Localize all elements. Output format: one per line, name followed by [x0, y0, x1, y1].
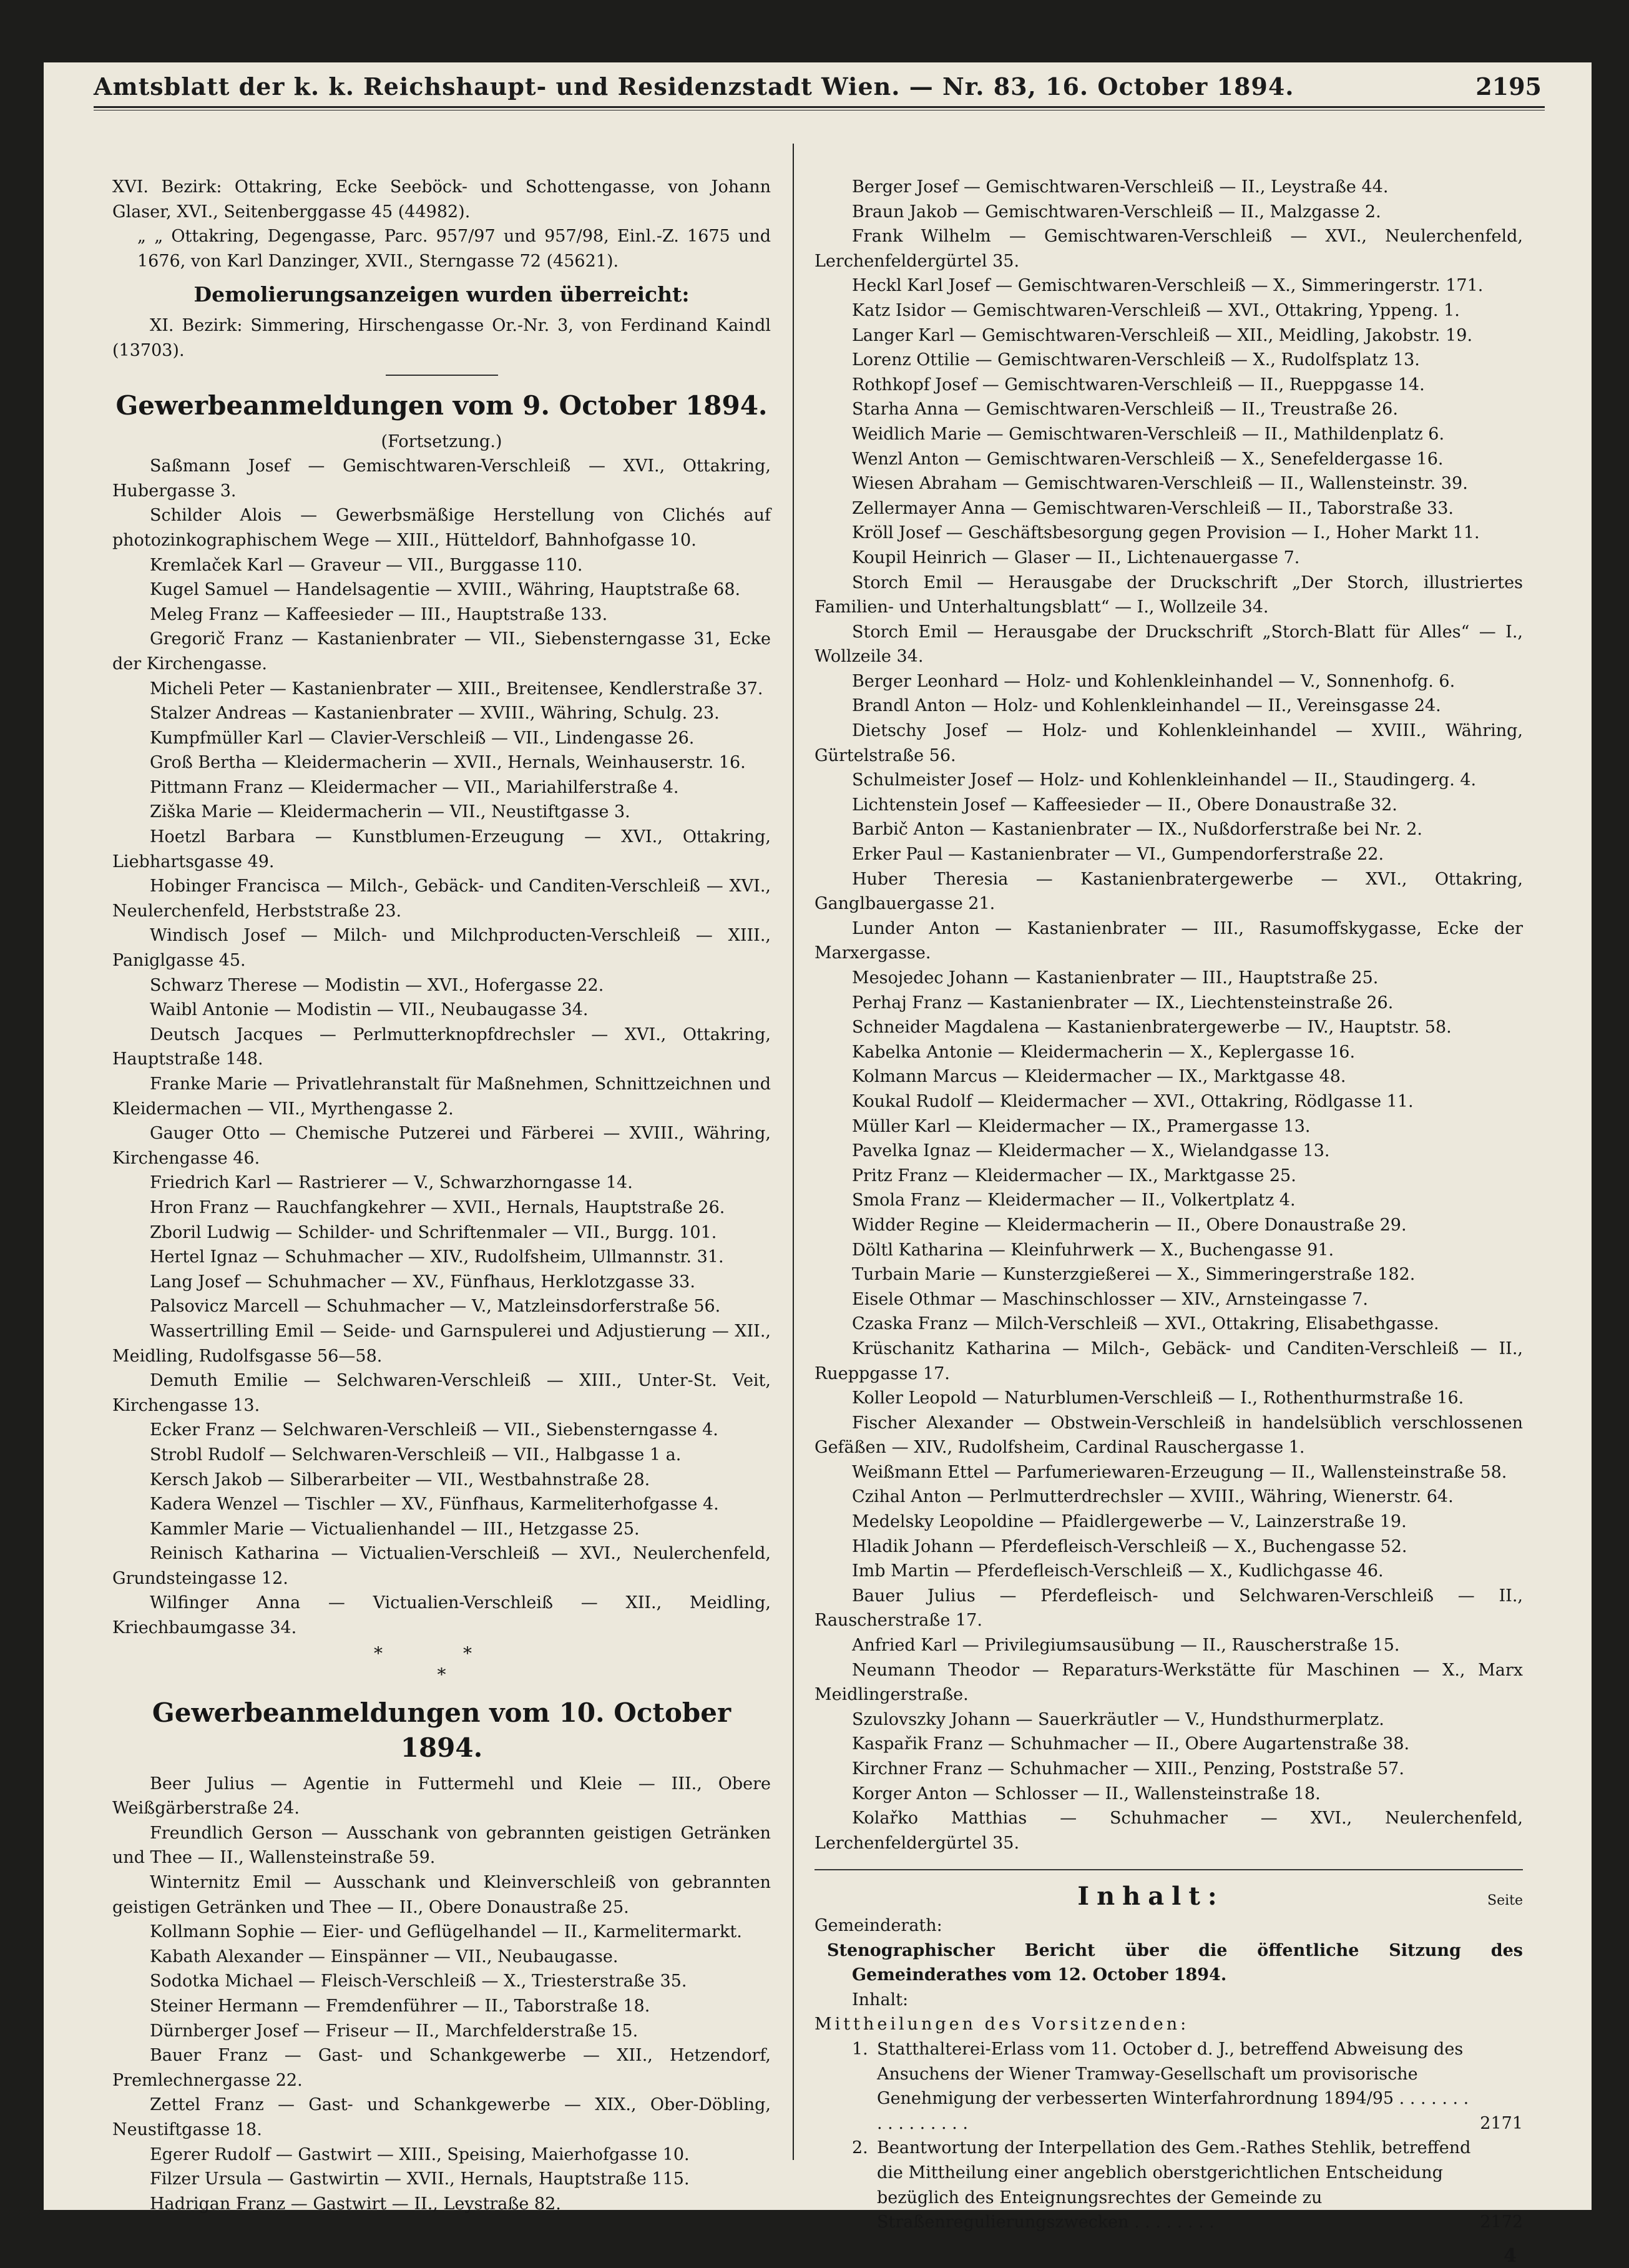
registration-entry: Zboril Ludwig — Schilder- und Schriftenmaler — VII., Burgg. 101. — [150, 1222, 717, 1242]
registration-entry: Koller Leopold — Naturblumen-Verschleiß — I., Rothenthurmstraße 16. — [852, 1388, 1464, 1408]
registration-entry: Bauer Franz — Gast- und Schankgewerbe — XII., Hetzendorf, Premlechnergasse 22. — [112, 2046, 771, 2090]
toc-council: Gemeinderath: — [814, 1915, 942, 1935]
registration-entry: Kabath Alexander — Einspänner — VII., Neubaugasse. — [150, 1946, 619, 1966]
separator-stars: * * — [374, 1642, 509, 1664]
registration-entry: Lunder Anton — Kastanienbrater — III., Rasumoffskygasse, Ecke der Marxergasse. — [814, 918, 1523, 963]
registration-entry: Storch Emil — Herausgabe der Druckschrift „Storch-Blatt für Alles“ — I., Wollzeile 34. — [814, 622, 1523, 667]
registration-entry: Lichtenstein Josef — Kaffeesieder — II., Obere Donaustraße 32. — [852, 795, 1397, 815]
column-divider — [793, 144, 794, 2160]
registration-entry: Pittmann Franz — Kleidermacher — VII., Mariahilferstraße 4. — [150, 777, 679, 797]
registration-entry: Rothkopf Josef — Gemischtwaren-Verschleiß — II., Rueppgasse 14. — [852, 375, 1425, 395]
registration-entry: Kremlaček Karl — Graveur — VII., Burggasse 110. — [150, 555, 583, 575]
toc-divider — [814, 1869, 1523, 1870]
toc-item-text: Beantwortung der Interpellation des Gem.-Rathes Stehlik, betreffend die Mittheilung einer angeblich oberstgerichtlichen Entscheidung bezüglich des Enteignungsrechtes der Gemeinde zu Straßenregulierungszwecken . . . . . . . . — [877, 2138, 1471, 2232]
registration-entry: Deutsch Jacques — Perlmutterknopfdrechsler — XVI., Ottakring, Hauptstraße 148. — [112, 1024, 771, 1069]
registration-entry: Czihal Anton — Perlmutterdrechsler — XVIII., Währing, Wienerstr. 64. — [852, 1487, 1454, 1507]
registration-entry: Beer Julius — Agentie in Futtermehl und Kleie — III., Obere Weißgärberstraße 24. — [112, 1774, 771, 1819]
registration-entry: Kolmann Marcus — Kleidermacher — IX., Marktgasse 48. — [852, 1067, 1346, 1087]
toc-item-text: Statthalterei-Erlass vom 11. October d. J., betreffend Abweisung des Ansuchens der Wiener Tramway-Gesellschaft um provisorische Genehmigung der verbesserten Winterfahrordnung 1894/95 . . . . . . . . . . . . . . . . — [877, 2039, 1469, 2133]
registration-entry: Huber Theresia — Kastanienbratergewerbe — XVI., Ottakring, Ganglbauergasse 21. — [814, 869, 1523, 914]
registration-entry: Kollmann Sophie — Eier- und Geflügelhandel — II., Karmelitermarkt. — [150, 1922, 742, 1942]
registration-entry: Mesojedec Johann — Kastanienbrater — III., Hauptstraße 25. — [852, 968, 1379, 988]
registration-entry: Langer Karl — Gemischtwaren-Verschleiß — XII., Meidling, Jakobstr. 19. — [852, 325, 1473, 345]
toc-item-number: 1. — [852, 2039, 868, 2059]
registration-entry: Strobl Rudolf — Selchwaren-Verschleiß — VII., Halbgasse 1 a. — [150, 1445, 682, 1465]
registration-entry: Kammler Marie — Victualienhandel — III., Hetzgasse 25. — [150, 1519, 640, 1539]
registration-entry: Waibl Antonie — Modistin — VII., Neubaugasse 34. — [150, 1000, 589, 1020]
registration-entry: Gregorič Franz — Kastanienbrater — VII., Siebensterngasse 31, Ecke der Kirchengasse. — [112, 629, 771, 674]
registration-entry: Schulmeister Josef — Holz- und Kohlenkleinhandel — II., Staudingerg. 4. — [852, 770, 1477, 790]
registration-entry: Schilder Alois — Gewerbsmäßige Herstellung von Clichés auf photozinkographischem Wege — XIII., Hütteldorf, Bahnhofgasse 10. — [112, 506, 771, 550]
registration-entry: Widder Regine — Kleidermacherin — II., Obere Donaustraße 29. — [852, 1215, 1407, 1235]
toc-report: Stenographischer Bericht über die öffentliche Sitzung des Gemeinderathes vom 12. October 1894. — [827, 1940, 1523, 1985]
toc-item-page: 2172 — [1480, 2212, 1523, 2232]
registration-entry: Kersch Jakob — Silberarbeiter — VII., Westbahnstraße 28. — [150, 1470, 650, 1490]
toc-item-page: 2171 — [1480, 2113, 1523, 2133]
registration-entry: Müller Karl — Kleidermacher — IX., Pramergasse 13. — [852, 1116, 1311, 1136]
registration-entry: Filzer Ursula — Gastwirtin — XVII., Hernals, Hauptstraße 115. — [150, 2169, 690, 2189]
registration-entry: Perhaj Franz — Kastanienbrater — IX., Liechtensteinstraße 26. — [852, 993, 1394, 1013]
registration-entry: Hladik Johann — Pferdefleisch-Verschleiß — X., Buchengasse 52. — [852, 1536, 1407, 1556]
registration-entry: Döltl Katharina — Kleinfuhrwerk — X., Buchengasse 91. — [852, 1240, 1334, 1260]
registration-entry: Smola Franz — Kleidermacher — II., Volkertplatz 4. — [852, 1190, 1296, 1210]
registration-entry: Pritz Franz — Kleidermacher — IX., Marktgasse 25. — [852, 1166, 1296, 1186]
right-column — [814, 175, 1523, 2268]
registration-entry: Micheli Peter — Kastanienbrater — XIII., Breitensee, Kendlerstraße 37. — [150, 679, 763, 699]
page-header — [94, 67, 1542, 105]
registration-entry: Heckl Karl Josef — Gemischtwaren-Verschleiß — X., Simmeringerstr. 171. — [852, 276, 1484, 296]
registration-entry: Kumpfmüller Karl — Clavier-Verschleiß — VII., Lindengasse 26. — [150, 728, 695, 748]
registration-entry: Franke Marie — Privatlehranstalt für Maßnehmen, Schnittzeichnen und Kleidermachen — VII., Myrthengasse 2. — [112, 1074, 771, 1119]
registration-entry: Bauer Julius — Pferdefleisch- und Selchwaren-Verschleiß — II., Rauscherstraße 17. — [814, 1586, 1523, 1631]
registration-entry: Brandl Anton — Holz- und Kohlenkleinhandel — II., Vereinsgasse 24. — [852, 696, 1441, 716]
registration-entry: Schwarz Therese — Modistin — XVI., Hofergasse 22. — [150, 975, 604, 995]
registration-entry: Kabelka Antonie — Kleidermacherin — X., Keplergasse 16. — [852, 1042, 1356, 1062]
registration-entry: Katz Isidor — Gemischtwaren-Verschleiß — XVI., Ottakring, Yppeng. 1. — [852, 300, 1460, 320]
registration-entry: Eisele Othmar — Maschinschlosser — XIV., Arnsteingasse 7. — [852, 1289, 1369, 1309]
registration-entry: Dietschy Josef — Holz- und Kohlenkleinhandel — XVIII., Währing, Gürtelstraße 56. — [814, 721, 1523, 765]
header-rule — [94, 106, 1545, 108]
registration-entry: Neumann Theodor — Reparaturs-Werkstätte für Maschinen — X., Marx Meidlingerstraße. — [814, 1660, 1523, 1705]
registration-entry: Medelsky Leopoldine — Pfaidlergewerbe — V., Lainzerstraße 19. — [852, 1512, 1407, 1532]
demolition-entry: XI. Bezirk: Simmering, Hirschengasse Or.-Nr. 3, von Ferdinand Kaindl (13703). — [112, 316, 771, 360]
registration-entry: Sodotka Michael — Fleisch-Verschleiß — X., Triesterstraße 35. — [150, 1971, 687, 1991]
registration-entry: Szulovszky Johann — Sauerkräutler — V., Hundsthurmerplatz. — [852, 1709, 1384, 1729]
toc-title: Inhalt: — [1077, 1882, 1225, 1912]
registration-entry: Frank Wilhelm — Gemischtwaren-Verschleiß — XVI., Neulerchenfeld, Lerchenfeldergürtel 35. — [814, 227, 1523, 271]
registration-entry: Kadera Wenzel — Tischler — XV., Fünfhaus, Karmeliterhofgasse 4. — [150, 1495, 719, 1514]
registration-entry: Kröll Josef — Geschäftsbesorgung gegen Provision — I., Hoher Markt 11. — [852, 523, 1480, 543]
separator-star: * — [437, 1664, 446, 1685]
registration-entry: Braun Jakob — Gemischtwaren-Verschleiß — II., Malzgasse 2. — [852, 202, 1381, 222]
registration-entry: Koukal Rudolf — Kleidermacher — XVI., Ottakring, Rödlgasse 11. — [852, 1091, 1414, 1111]
registration-entry: Hertel Ignaz — Schuhmacher — XIV., Rudolfsheim, Ullmannstr. 31. — [150, 1247, 724, 1267]
registration-entry: Groß Bertha — Kleidermacherin — XVII., Hernals, Weinhauserstr. 16. — [150, 753, 746, 773]
section-title-9-october: Gewerbeanmeldungen vom 9. October 1894. — [115, 390, 768, 421]
registration-entry: Imb Martin — Pferdefleisch-Verschleiß — X., Kudlichgasse 46. — [852, 1561, 1384, 1581]
building-entry: „ „ Ottakring, Degengasse, Parc. 957/97 und 957/98, Einl.-Z. 1675 und 1676, von Karl Danzinger, XVII., Sterngasse 72 (45621). — [137, 227, 771, 271]
running-title: Amtsblatt der k. k. Reichshaupt- und Residenzstadt Wien. — Nr. 83, 16. October 1894. — [94, 72, 1294, 101]
registration-entry: Turbain Marie — Kunsterzgießerei — X., Simmeringerstraße 182. — [852, 1265, 1416, 1285]
registration-entry: Kaspařik Franz — Schuhmacher — II., Obere Augartenstraße 38. — [852, 1734, 1410, 1754]
registration-entry: Starha Anna — Gemischtwaren-Verschleiß — II., Treustraße 26. — [852, 400, 1398, 420]
registration-entry: Ecker Franz — Selchwaren-Verschleiß — VII., Siebensterngasse 4. — [150, 1420, 718, 1440]
registration-entry: Erker Paul — Kastanienbrater — VI., Gumpendorferstraße 22. — [852, 845, 1384, 865]
toc-inhalt: Inhalt: — [852, 1990, 909, 2010]
registration-entry: Berger Leonhard — Holz- und Kohlenkleinhandel — V., Sonnenhofg. 6. — [852, 671, 1455, 691]
registration-entry: Wilfinger Anna — Victualien-Verschleiß — XII., Meidling, Kriechbaumgasse 34. — [112, 1593, 771, 1638]
registration-entry: Krüschanitz Katharina — Milch-, Gebäck- und Canditen-Verschleiß — II., Rueppgasse 17. — [814, 1338, 1523, 1383]
registration-entry: Fischer Alexander — Obstwein-Verschleiß in handelsüblich verschlossenen Gefäßen — XIV., Rudolfsheim, Cardinal Rauschergasse 1. — [814, 1413, 1523, 1458]
toc-items — [814, 2037, 1523, 2235]
sheet-number: 4 — [1504, 2244, 1517, 2267]
building-entry: XVI. Bezirk: Ottakring, Ecke Seeböck- und Schottengasse, von Johann Glaser, XVI., Seitenberggasse 45 (44982). — [112, 177, 771, 222]
registration-entry: Anfried Karl — Privilegiumsausübung — II., Rauscherstraße 15. — [852, 1636, 1400, 1656]
section-divider — [386, 375, 498, 376]
section-subtitle: (Fortsetzung.) — [381, 431, 502, 451]
registration-entry: Reinisch Katharina — Victualien-Verschleiß — XVI., Neulerchenfeld, Grundsteingasse 12. — [112, 1544, 771, 1588]
registration-entry: Koupil Heinrich — Glaser — II., Lichtenauergasse 7. — [852, 547, 1300, 567]
page-number: 2195 — [1475, 72, 1542, 101]
registration-entry: Lang Josef — Schuhmacher — XV., Fünfhaus, Herklotzgasse 33. — [150, 1272, 695, 1292]
toc-mittheilungen: Mittheilungen des Vorsitzenden: — [814, 2015, 1190, 2035]
registration-entry: Wiesen Abraham — Gemischtwaren-Verschleiß — II., Wallensteinstr. 39. — [852, 474, 1468, 494]
demolition-heading: Demolierungsanzeigen wurden überreicht: — [193, 282, 690, 307]
toc-item — [814, 2037, 1523, 2136]
registration-entry: Korger Anton — Schlosser — II., Wallensteinstraße 18. — [852, 1784, 1321, 1804]
registration-list-9-october — [112, 454, 771, 1641]
left-column — [112, 175, 771, 2216]
registration-entry: Gauger Otto — Chemische Putzerei und Färberei — XVIII., Währing, Kirchengasse 46. — [112, 1124, 771, 1168]
registration-entry: Freundlich Gerson — Ausschank von gebrannten geistigen Getränken und Thee — II., Wallensteinstraße 59. — [112, 1823, 771, 1868]
registration-entry: Czaska Franz — Milch-Verschleiß — XVI., Ottakring, Elisabethgasse. — [852, 1314, 1439, 1334]
registration-entry: Egerer Rudolf — Gastwirt — XIII., Speising, Maierhofgasse 10. — [150, 2144, 690, 2164]
toc-header — [814, 1884, 1523, 1913]
registration-entry: Stalzer Andreas — Kastanienbrater — XVIII., Währing, Schulg. 23. — [150, 704, 720, 724]
registration-entry: Dürnberger Josef — Friseur — II., Marchfelderstraße 15. — [150, 2021, 638, 2041]
registration-entry: Schneider Magdalena — Kastanienbratergewerbe — IV., Hauptstr. 58. — [852, 1018, 1452, 1038]
registration-entry: Palsovicz Marcell — Schuhmacher — V., Matzleinsdorferstraße 56. — [150, 1297, 721, 1317]
section-title-10-october: Gewerbeanmeldungen vom 10. October 1894. — [152, 1697, 731, 1763]
registration-entry: Meleg Franz — Kaffeesieder — III., Hauptstraße 133. — [150, 604, 608, 624]
registration-entry: Wassertrilling Emil — Seide- und Garnspulerei und Adjustierung — XII., Meidling, Rudolfsgasse 56—58. — [112, 1321, 771, 1366]
registration-entry: Pavelka Ignaz — Kleidermacher — X., Wielandgasse 13. — [852, 1141, 1330, 1161]
registration-entry: Kirchner Franz — Schuhmacher — XIII., Penzing, Poststraße 57. — [852, 1759, 1404, 1779]
registration-list-continued — [814, 175, 1523, 1855]
registration-entry: Hobinger Francisca — Milch-, Gebäck- und Canditen-Verschleiß — XVI., Neulerchenfeld, Herbststraße 23. — [112, 876, 771, 921]
registration-entry: Ziška Marie — Kleidermacherin — VII., Neustiftgasse 3. — [150, 802, 630, 822]
registration-entry: Saßmann Josef — Gemischtwaren-Verschleiß — XVI., Ottakring, Hubergasse 3. — [112, 456, 771, 501]
toc-seite-label: Seite — [1487, 1893, 1523, 1909]
registration-entry: Kugel Samuel — Handelsagentie — XVIII., Währing, Hauptstraße 68. — [150, 580, 741, 600]
registration-entry: Berger Josef — Gemischtwaren-Verschleiß — II., Leystraße 44. — [852, 177, 1389, 197]
registration-entry: Demuth Emilie — Selchwaren-Verschleiß — XIII., Unter-St. Veit, Kirchengasse 13. — [112, 1371, 771, 1415]
toc-item-number: 2. — [852, 2138, 868, 2158]
registration-entry: Zettel Franz — Gast- und Schankgewerbe — XIX., Ober-Döbling, Neustiftgasse 18. — [112, 2095, 771, 2139]
registration-entry: Barbič Anton — Kastanienbrater — IX., Nußdorferstraße bei Nr. 2. — [852, 820, 1422, 840]
registration-entry: Kolařko Matthias — Schuhmacher — XVI., Neulerchenfeld, Lerchenfeldergürtel 35. — [814, 1809, 1523, 1853]
toc-item — [814, 2136, 1523, 2234]
registration-entry: Hoetzl Barbara — Kunstblumen-Erzeugung — XVI., Ottakring, Liebhartsgasse 49. — [112, 827, 771, 871]
registration-entry: Zellermayer Anna — Gemischtwaren-Verschleiß — II., Taborstraße 33. — [852, 498, 1454, 518]
registration-entry: Weißmann Ettel — Parfumeriewaren-Erzeugung — II., Wallensteinstraße 58. — [852, 1462, 1507, 1482]
registration-entry: Hadrigan Franz — Gastwirt — II., Leystraße 82. — [150, 2194, 561, 2214]
registration-entry: Winternitz Emil — Ausschank und Kleinverschleiß von gebrannten geistigen Getränken und Thee — II., Obere Donaustraße 25. — [112, 1873, 771, 1917]
registration-list-10-october — [112, 1772, 771, 2217]
registration-entry: Hron Franz — Rauchfangkehrer — XVII., Hernals, Hauptstraße 26. — [150, 1197, 725, 1217]
registration-entry: Lorenz Ottilie — Gemischtwaren-Verschleiß — X., Rudolfsplatz 13. — [852, 350, 1420, 370]
registration-entry: Friedrich Karl — Rastrierer — V., Schwarzhorngasse 14. — [150, 1173, 633, 1193]
registration-entry: Wenzl Anton — Gemischtwaren-Verschleiß — X., Senefeldergasse 16. — [852, 449, 1444, 469]
registration-entry: Windisch Josef — Milch- und Milchproducten-Verschleiß — XIII., Paniglgasse 45. — [112, 926, 771, 971]
registration-entry: Steiner Hermann — Fremdenführer — II., Taborstraße 18. — [150, 1996, 650, 2016]
registration-entry: Weidlich Marie — Gemischtwaren-Verschleiß — II., Mathildenplatz 6. — [852, 424, 1445, 444]
registration-entry: Storch Emil — Herausgabe der Druckschrift „Der Storch, illustriertes Familien- und Unterhaltungsblatt“ — I., Wollzeile 34. — [814, 572, 1523, 617]
